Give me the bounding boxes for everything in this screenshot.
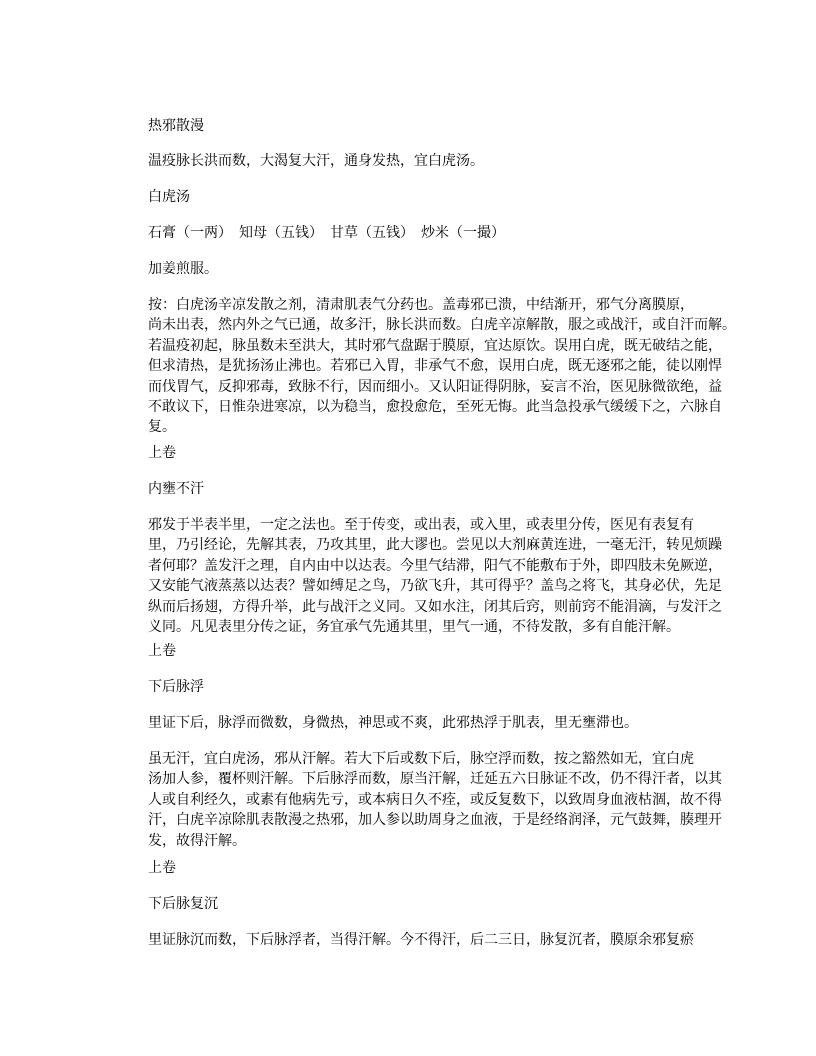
paragraph-line: 义同。凡见表里分传之证，务宜承气先通其里，里气一通，不待发散，多有自能汗解。 <box>148 619 680 636</box>
paragraph-line: 而伐胃气，反抑邪毒，致脉不行，因而细小。又认阳证得阴脉，妄言不治，医见脉微欲绝，益 <box>148 378 722 395</box>
paragraph-line: 不敢议下，日惟杂进寒凉，以为稳当，愈投愈危，至死无悔。此当急投承气缓缓下之，六脉自 <box>148 399 722 416</box>
section-heading: 内壅不汗 <box>148 481 204 497</box>
paragraph <box>148 515 722 637</box>
text-line: 里证脉沉而数，下后脉浮者，当得汗解。今不得汗，后二三日，脉复沉者，膜原余邪复瘀 <box>148 932 694 948</box>
section-heading: 上卷 <box>148 860 176 876</box>
text-line: 里证下后，脉浮而微数，身微热，神思或不爽，此邪热浮于肌表，里无壅滞也。 <box>148 715 638 731</box>
section-heading: 下后脉复沉 <box>148 896 218 912</box>
paragraph-line: 邪发于半表半里，一定之法也。至于传变，或出表，或入里，或表里分传，医见有表复有 <box>148 517 694 533</box>
text-line: 温疫脉长洪而数，大渴复大汗，通身发热，宜白虎汤。 <box>148 153 484 169</box>
section-heading: 热邪散漫 <box>148 118 204 134</box>
section-heading: 上卷 <box>148 445 176 461</box>
paragraph-line: 又安能气液蒸蒸以达表？譬如缚足之鸟，乃欲飞升，其可得乎？盖鸟之将飞，其身必伏，先足 <box>148 578 722 595</box>
paragraph-line: 复。 <box>148 419 176 436</box>
paragraph-line: 人或自利经久，或素有他病先亏，或本病日久不痊，或反复数下，以致周身血液枯涸，故不得 <box>148 791 722 808</box>
text-line: 石膏（一两） 知母（五钱） 甘草（五钱） 炒米（一撮） <box>148 225 505 241</box>
paragraph-line: 者何耶？盖发汗之理，自内由中以达表。今里气结滞，阳气不能敷布于外，即四肢未免厥逆， <box>148 557 722 574</box>
paragraph-line: 虽无汗，宜白虎汤，邪从汗解。若大下后或数下后，脉空浮而数，按之豁然如无，宜白虎 <box>148 751 694 767</box>
section-heading: 白虎汤 <box>148 189 190 205</box>
paragraph-line: 按：白虎汤辛凉发散之剂，清肃肌表气分药也。盖毒邪已溃，中结渐开，邪气分离膜原， <box>148 297 694 313</box>
paragraph-line: 但求清热，是犹扬汤止沸也。若邪已入胃，非承气不愈，误用白虎，既无逐邪之能，徒以刚悍 <box>148 358 722 375</box>
paragraph-line: 尚未出表，然内外之气已通，故多汗，脉长洪而数。白虎辛凉解散，服之或战汗，或自汗而解。 <box>148 317 736 334</box>
paragraph-line: 里，乃引经论，先解其表，乃攻其里，此大谬也。尝见以大剂麻黄连进，一毫无汗，转见烦躁 <box>148 537 722 554</box>
paragraph <box>148 749 722 851</box>
paragraph <box>148 295 736 438</box>
section-heading: 上卷 <box>148 643 176 659</box>
paragraph-line: 汗，白虎辛凉除肌表散漫之热邪，加人参以助周身之血液，于是经络润泽，元气鼓舞，腠理开 <box>148 812 722 829</box>
paragraph-line: 纵而后扬翅，方得升举，此与战汗之义同。又如水注，闭其后窍，则前窍不能涓滴，与发汗之 <box>148 598 722 615</box>
paragraph-line: 发，故得汗解。 <box>148 832 246 849</box>
paragraph-line: 汤加人参，覆杯则汗解。下后脉浮而数，原当汗解，迁延五六日脉证不改，仍不得汗者，以其 <box>148 771 722 788</box>
text-line: 加姜煎服。 <box>148 261 218 277</box>
section-heading: 下后脉浮 <box>148 679 204 695</box>
paragraph-line: 若温疫初起，脉虽数未至洪大，其时邪气盘踞于膜原，宜达原饮。误用白虎，既无破结之能， <box>148 337 722 354</box>
